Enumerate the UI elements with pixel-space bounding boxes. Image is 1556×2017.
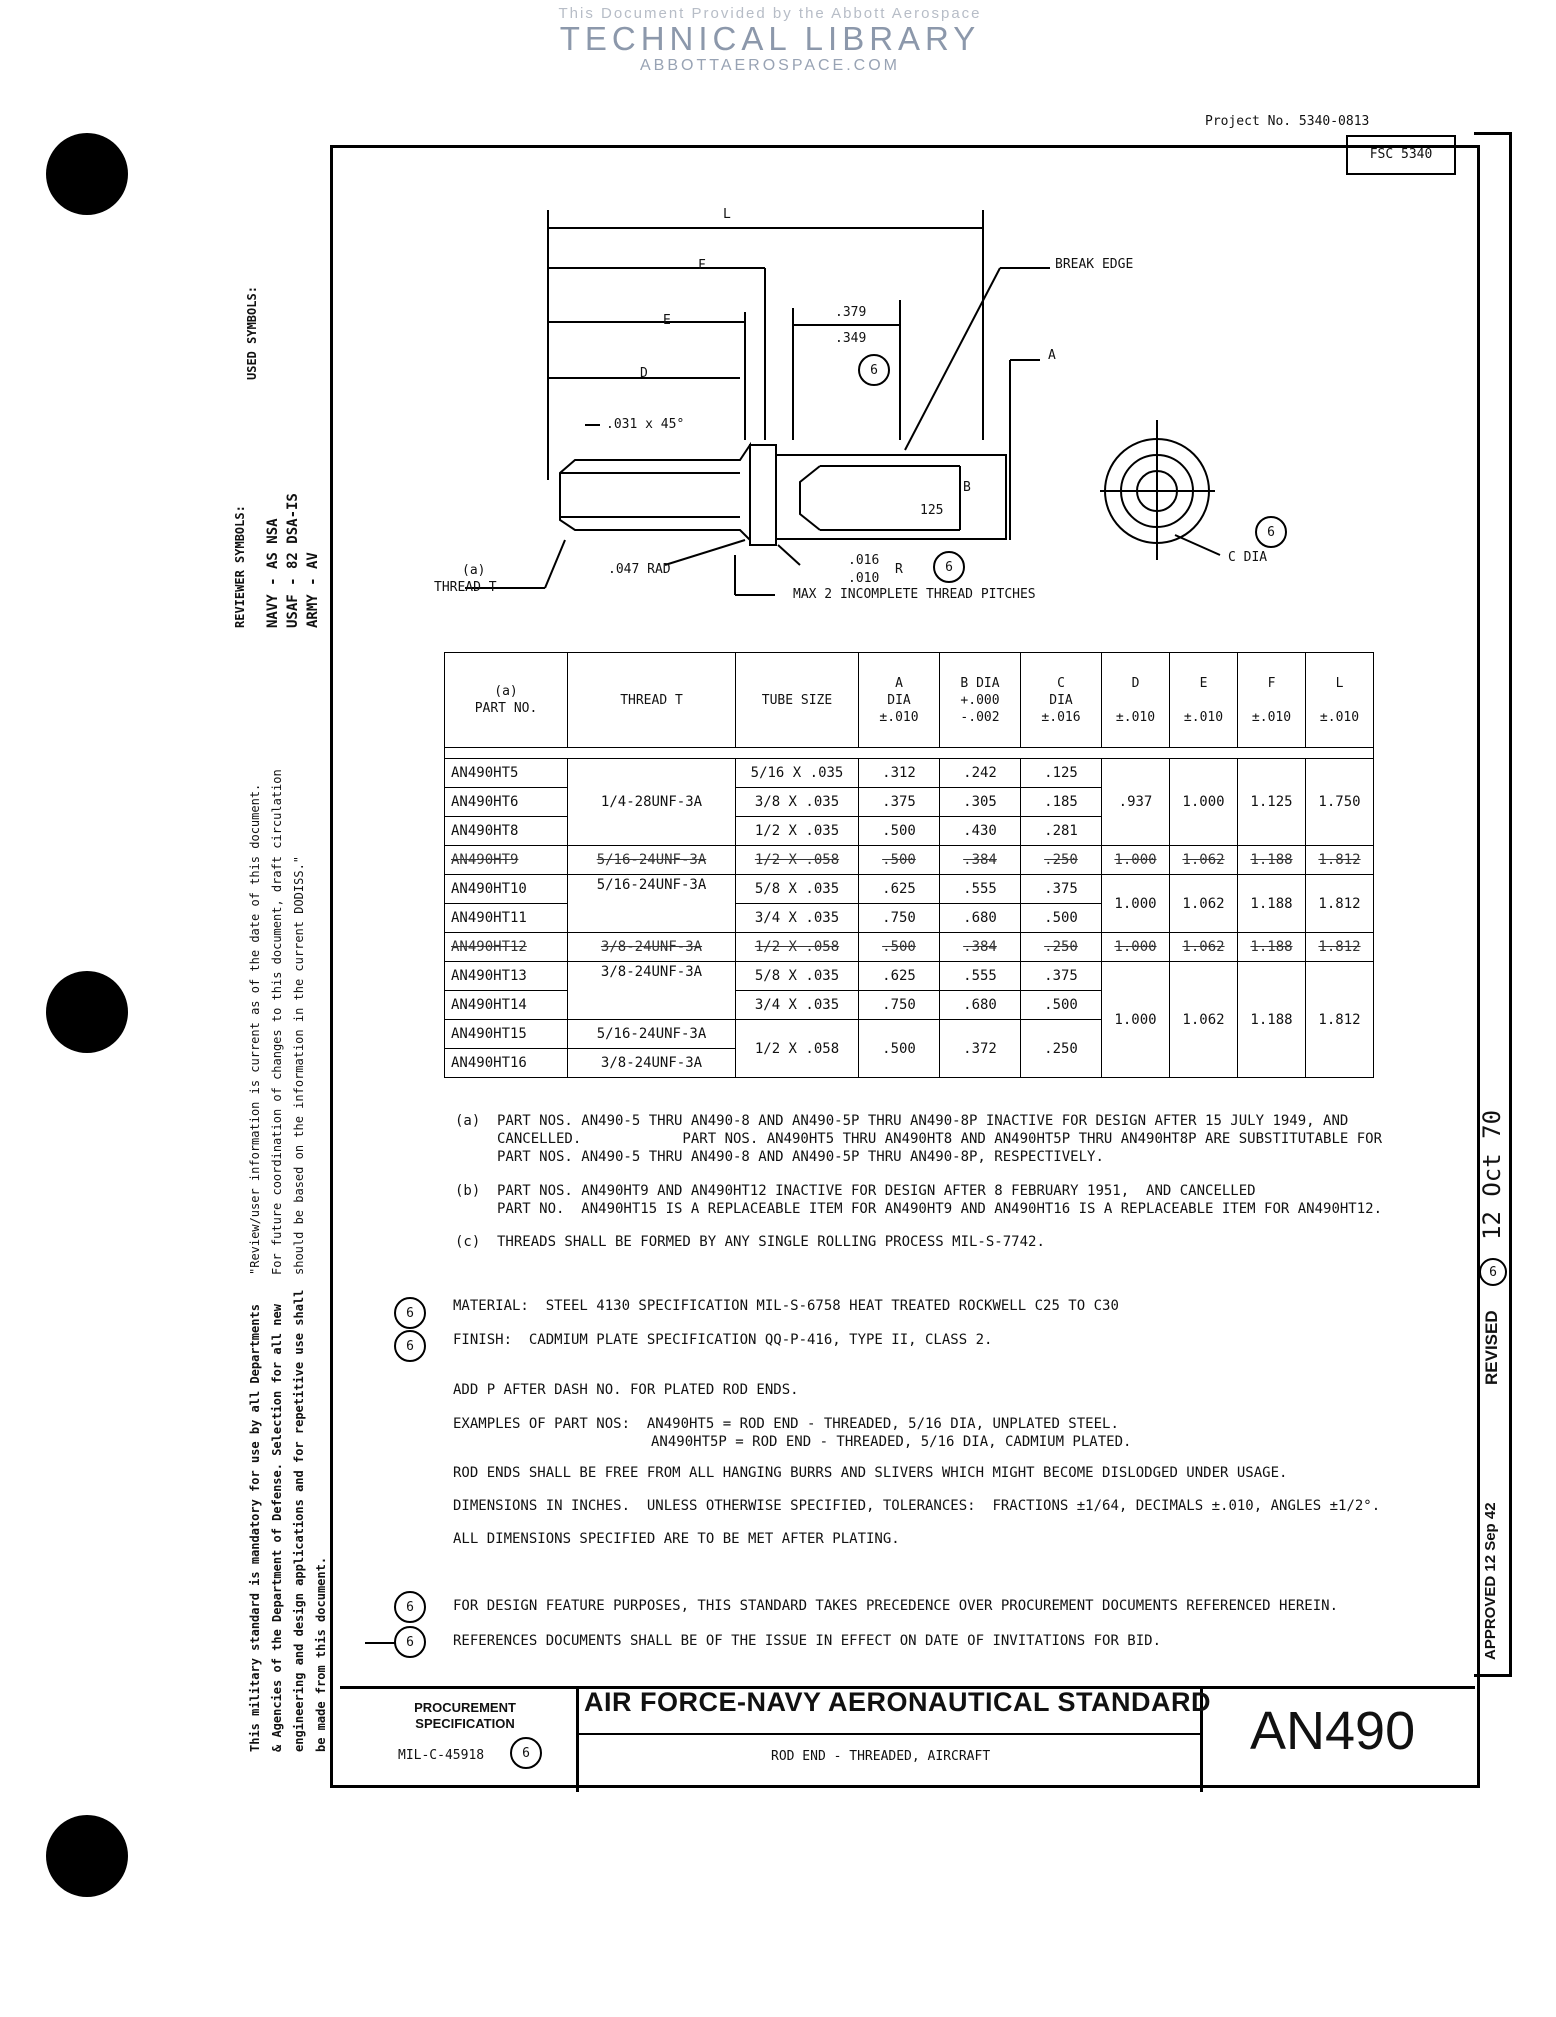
revision-mark: 6 [1479, 1258, 1507, 1286]
incomplete-thread-note: MAX 2 INCOMPLETE THREAD PITCHES [793, 587, 1036, 602]
note-a-line: CANCELLED. PART NOS. AN490HT5 THRU AN490HT8 AND AN490HT5P THRU AN490HT8P ARE SUBSTITUTABLE FOR [497, 1131, 1383, 1147]
cell-l: 1.750 [1306, 759, 1374, 846]
design-note: FOR DESIGN FEATURE PURPOSES, THIS STANDARD TAKES PRECEDENCE OVER PROCUREMENT DOCUMENTS REFERENCED HEREIN. [453, 1598, 1339, 1614]
review-note: For future coordination of changes to this document, draft circulation [270, 769, 284, 1275]
cell-f: 1.188 [1238, 875, 1306, 933]
cell-e: 1.062 [1170, 962, 1238, 1078]
dim-a: A [1048, 348, 1056, 363]
part-title: ROD END - THREADED, AIRCRAFT [771, 1749, 991, 1764]
cell-b: .242 [940, 759, 1021, 788]
col-l: L ±.010 [1306, 653, 1374, 748]
table-row [445, 759, 1374, 788]
col-c: C DIA ±.016 [1021, 653, 1102, 748]
mandatory-note: This military standard is mandatory for use by all Departments [248, 1304, 262, 1752]
cell-tube: 1/2 X .058 [736, 1020, 859, 1078]
finish-note: FINISH: CADMIUM PLATE SPECIFICATION QQ-P-416, TYPE II, CLASS 2. [453, 1332, 993, 1348]
cell-part: AN490HT16 [445, 1049, 568, 1078]
cell-tube: 3/4 X .035 [736, 904, 859, 933]
cell-thread: 5/16-24UNF-3A [568, 846, 736, 875]
table-row [445, 875, 1374, 904]
cell-f: 1.188 [1238, 962, 1306, 1078]
col-b: B DIA +.000 -.002 [940, 653, 1021, 748]
radius-016: .016 [848, 553, 880, 568]
cell-c: .185 [1021, 788, 1102, 817]
cell-a: .750 [859, 904, 940, 933]
table-row-cancelled [445, 846, 1374, 875]
revision-mark: 6 [858, 354, 890, 386]
cell-c: .375 [1021, 875, 1102, 904]
used-symbols: USED SYMBOLS: [245, 286, 259, 380]
examples-note: EXAMPLES OF PART NOS: AN490HT5 = ROD END - THREADED, 5/16 DIA, UNPLATED STEEL. [453, 1416, 1119, 1432]
note-c-line: THREADS SHALL BE FORMED BY ANY SINGLE ROLLING PROCESS MIL-S-7742. [497, 1234, 1045, 1250]
cell-part: AN490HT12 [445, 933, 568, 962]
revision-mark: 6 [394, 1591, 426, 1623]
title-divider [576, 1689, 579, 1792]
dim-l: L [723, 207, 731, 222]
note-a-line: PART NOS. AN490-5 THRU AN490-8 AND AN490-5P THRU AN490-8P, RESPECTIVELY. [497, 1149, 1104, 1165]
col-a: A DIA ±.010 [859, 653, 940, 748]
revision-mark: 6 [394, 1330, 426, 1362]
table-row-cancelled [445, 933, 1374, 962]
cell-b: .555 [940, 962, 1021, 991]
cell-a: .750 [859, 991, 940, 1020]
col-d: D ±.010 [1102, 653, 1170, 748]
cell-tube: 3/4 X .035 [736, 991, 859, 1020]
cell-tube: 1/2 X .058 [736, 846, 859, 875]
dim-b: B [963, 480, 971, 495]
cell-part: AN490HT6 [445, 788, 568, 817]
cell-a: .500 [859, 1020, 940, 1078]
cell-thread: 5/16-24UNF-3A [568, 1020, 736, 1049]
header-gap [445, 748, 1374, 759]
review-note: "Review/user information is current as of the date of this document. [248, 783, 262, 1275]
dim-349: .349 [835, 331, 867, 346]
cell-tube: 5/8 X .035 [736, 962, 859, 991]
cell-c: .125 [1021, 759, 1102, 788]
tolerance-note: DIMENSIONS IN INCHES. UNLESS OTHERWISE SPECIFIED, TOLERANCES: FRACTIONS ±1/64, DECIMALS ±.010, ANGLES ±1/2°. [453, 1498, 1381, 1514]
cell-part: AN490HT9 [445, 846, 568, 875]
revision-mark: 6 [510, 1737, 542, 1769]
cell-part: AN490HT13 [445, 962, 568, 991]
cell-l: 1.812 [1306, 962, 1374, 1078]
cell-part: AN490HT14 [445, 991, 568, 1020]
cell-d: 1.000 [1102, 933, 1170, 962]
dim-125: 125 [920, 503, 944, 518]
library-header-title: TECHNICAL LIBRARY [559, 20, 981, 57]
cell-e: 1.062 [1170, 875, 1238, 933]
procurement-specification-label: PROCUREMENT SPECIFICATION [414, 1700, 516, 1731]
revised-date: 12 Oct 70 [1478, 1109, 1506, 1240]
dim-d: D [640, 366, 648, 381]
table-row [445, 962, 1374, 991]
cell-l: 1.812 [1306, 933, 1374, 962]
revised-label: REVISED [1482, 1310, 1501, 1385]
cell-a: .500 [859, 933, 940, 962]
note-a-tag: (a) [455, 1113, 481, 1129]
cell-b: .680 [940, 904, 1021, 933]
title-divider [576, 1733, 1200, 1735]
cell-a: .312 [859, 759, 940, 788]
mandatory-note: be made from this document. [314, 1556, 328, 1752]
cell-c: .375 [1021, 962, 1102, 991]
revision-mark: 6 [394, 1297, 426, 1329]
reviewer-symbols: REVIEWER SYMBOLS: [233, 505, 247, 628]
cell-c: .500 [1021, 904, 1102, 933]
cell-b: .384 [940, 846, 1021, 875]
cell-thread: 3/8-24UNF-3A [568, 933, 736, 962]
revision-mark: 6 [1255, 516, 1287, 548]
dim-379: .379 [835, 305, 867, 320]
cell-tube: 1/2 X .035 [736, 817, 859, 846]
cell-d: 1.000 [1102, 846, 1170, 875]
cell-e: 1.062 [1170, 846, 1238, 875]
col-e: E ±.010 [1170, 653, 1238, 748]
cell-a: .375 [859, 788, 940, 817]
cell-d: .937 [1102, 759, 1170, 846]
cell-b: .384 [940, 933, 1021, 962]
burrs-note: ROD ENDS SHALL BE FREE FROM ALL HANGING BURRS AND SLIVERS WHICH MIGHT BECOME DISLODGED UNDER USAGE. [453, 1465, 1288, 1481]
radius-r: R [895, 562, 903, 577]
note-c-tag: (c) [455, 1234, 481, 1250]
cell-l: 1.812 [1306, 846, 1374, 875]
note-b-line: PART NO. AN490HT15 IS A REPLACEABLE ITEM FOR AN490HT9 AND AN490HT16 IS A REPLACEABLE ITEM FOR AN490HT12. [497, 1201, 1383, 1217]
usaf-symbol: USAF - 82 DSA-IS [285, 493, 301, 628]
radius-010: .010 [848, 571, 880, 586]
material-note: MATERIAL: STEEL 4130 SPECIFICATION MIL-S-6758 HEAT TREATED ROCKWELL C25 TO C30 [453, 1298, 1119, 1314]
thread-t-label: THREAD T [434, 580, 497, 595]
revision-mark: 6 [394, 1626, 426, 1658]
cell-c: .250 [1021, 1020, 1102, 1078]
col-thread: THREAD T [568, 653, 736, 748]
library-header-url: ABBOTTAEROSPACE.COM [640, 57, 900, 74]
cell-c: .281 [1021, 817, 1102, 846]
cell-tube: 5/8 X .035 [736, 875, 859, 904]
cell-thread: 1/4-28UNF-3A [568, 759, 736, 846]
cell-b: .430 [940, 817, 1021, 846]
navy-symbol: NAVY - AS NSA [265, 518, 281, 628]
review-note: should be based on the information in the current DODISS." [292, 855, 306, 1275]
cell-part: AN490HT5 [445, 759, 568, 788]
cell-d: 1.000 [1102, 875, 1170, 933]
note-b-line: PART NOS. AN490HT9 AND AN490HT12 INACTIVE FOR DESIGN AFTER 8 FEBRUARY 1951, AND CANCELLED [497, 1183, 1256, 1199]
table-header-row [445, 653, 1374, 748]
cell-c: .500 [1021, 991, 1102, 1020]
cell-thread: 5/16-24UNF-3A [568, 875, 736, 933]
cell-tube: 5/16 X .035 [736, 759, 859, 788]
cell-tube: 3/8 X .035 [736, 788, 859, 817]
chamfer-note: .031 x 45° [606, 417, 685, 432]
cell-a: .625 [859, 875, 940, 904]
cell-thread: 3/8-24UNF-3A [568, 1049, 736, 1078]
cell-b: .305 [940, 788, 1021, 817]
approved-label: APPROVED 12 Sep 42 [1482, 1502, 1499, 1660]
cell-l: 1.812 [1306, 875, 1374, 933]
plating-note: ALL DIMENSIONS SPECIFIED ARE TO BE MET AFTER PLATING. [453, 1531, 900, 1547]
note-a-line: PART NOS. AN490-5 THRU AN490-8 AND AN490-5P THRU AN490-8P INACTIVE FOR DESIGN AFTER 15 JULY 1949, AND [497, 1113, 1349, 1129]
radius-047: .047 RAD [608, 562, 671, 577]
references-note: REFERENCES DOCUMENTS SHALL BE OF THE ISSUE IN EFFECT ON DATE OF INVITATIONS FOR BID. [453, 1633, 1162, 1649]
c-dia-label: C DIA [1228, 550, 1268, 565]
cell-b: .555 [940, 875, 1021, 904]
break-edge-note: BREAK EDGE [1055, 257, 1134, 272]
cell-f: 1.188 [1238, 846, 1306, 875]
cell-a: .500 [859, 817, 940, 846]
cell-d: 1.000 [1102, 962, 1170, 1078]
procurement-spec-number: MIL-C-45918 [398, 1748, 485, 1763]
cell-part: AN490HT15 [445, 1020, 568, 1049]
cell-a: .500 [859, 846, 940, 875]
cell-part: AN490HT11 [445, 904, 568, 933]
plated-note: ADD P AFTER DASH NO. FOR PLATED ROD ENDS. [453, 1382, 799, 1398]
dim-f: F [698, 258, 706, 273]
note-b-tag: (b) [455, 1183, 481, 1199]
cell-c: .250 [1021, 933, 1102, 962]
cell-b: .372 [940, 1020, 1021, 1078]
cell-part: AN490HT10 [445, 875, 568, 904]
col-f: F ±.010 [1238, 653, 1306, 748]
parts-table [444, 652, 1374, 1078]
cell-tube: 1/2 X .058 [736, 933, 859, 962]
revision-mark: 6 [933, 551, 965, 583]
cell-a: .625 [859, 962, 940, 991]
cell-part: AN490HT8 [445, 817, 568, 846]
standard-number: AN490 [1250, 1701, 1416, 1761]
mandatory-note: engineering and design applications and for repetitive use shall [292, 1289, 306, 1752]
project-number: Project No. 5340-0813 [1205, 114, 1370, 129]
fsc-box: FSC 5340 [1346, 135, 1456, 175]
thread-note-tag: (a) [462, 563, 486, 578]
mandatory-note: & Agencies of the Department of Defense. Selection for all new [270, 1304, 284, 1752]
cell-c: .250 [1021, 846, 1102, 875]
library-header-line1: This Document Provided by the Abbott Aerospace [558, 5, 982, 22]
cell-f: 1.188 [1238, 933, 1306, 962]
cell-b: .680 [940, 991, 1021, 1020]
col-part-no: (a) PART NO. [445, 653, 568, 748]
cell-e: 1.000 [1170, 759, 1238, 846]
leader-line [365, 1642, 395, 1644]
dim-e: E [663, 313, 671, 328]
cell-thread: 3/8-24UNF-3A [568, 962, 736, 1020]
agency-title: AIR FORCE-NAVY AERONAUTICAL STANDARD [584, 1687, 1212, 1717]
examples-note: AN490HT5P = ROD END - THREADED, 5/16 DIA, CADMIUM PLATED. [651, 1434, 1132, 1450]
cell-e: 1.062 [1170, 933, 1238, 962]
col-tube-size: TUBE SIZE [736, 653, 859, 748]
cell-f: 1.125 [1238, 759, 1306, 846]
army-symbol: ARMY - AV [305, 552, 321, 628]
